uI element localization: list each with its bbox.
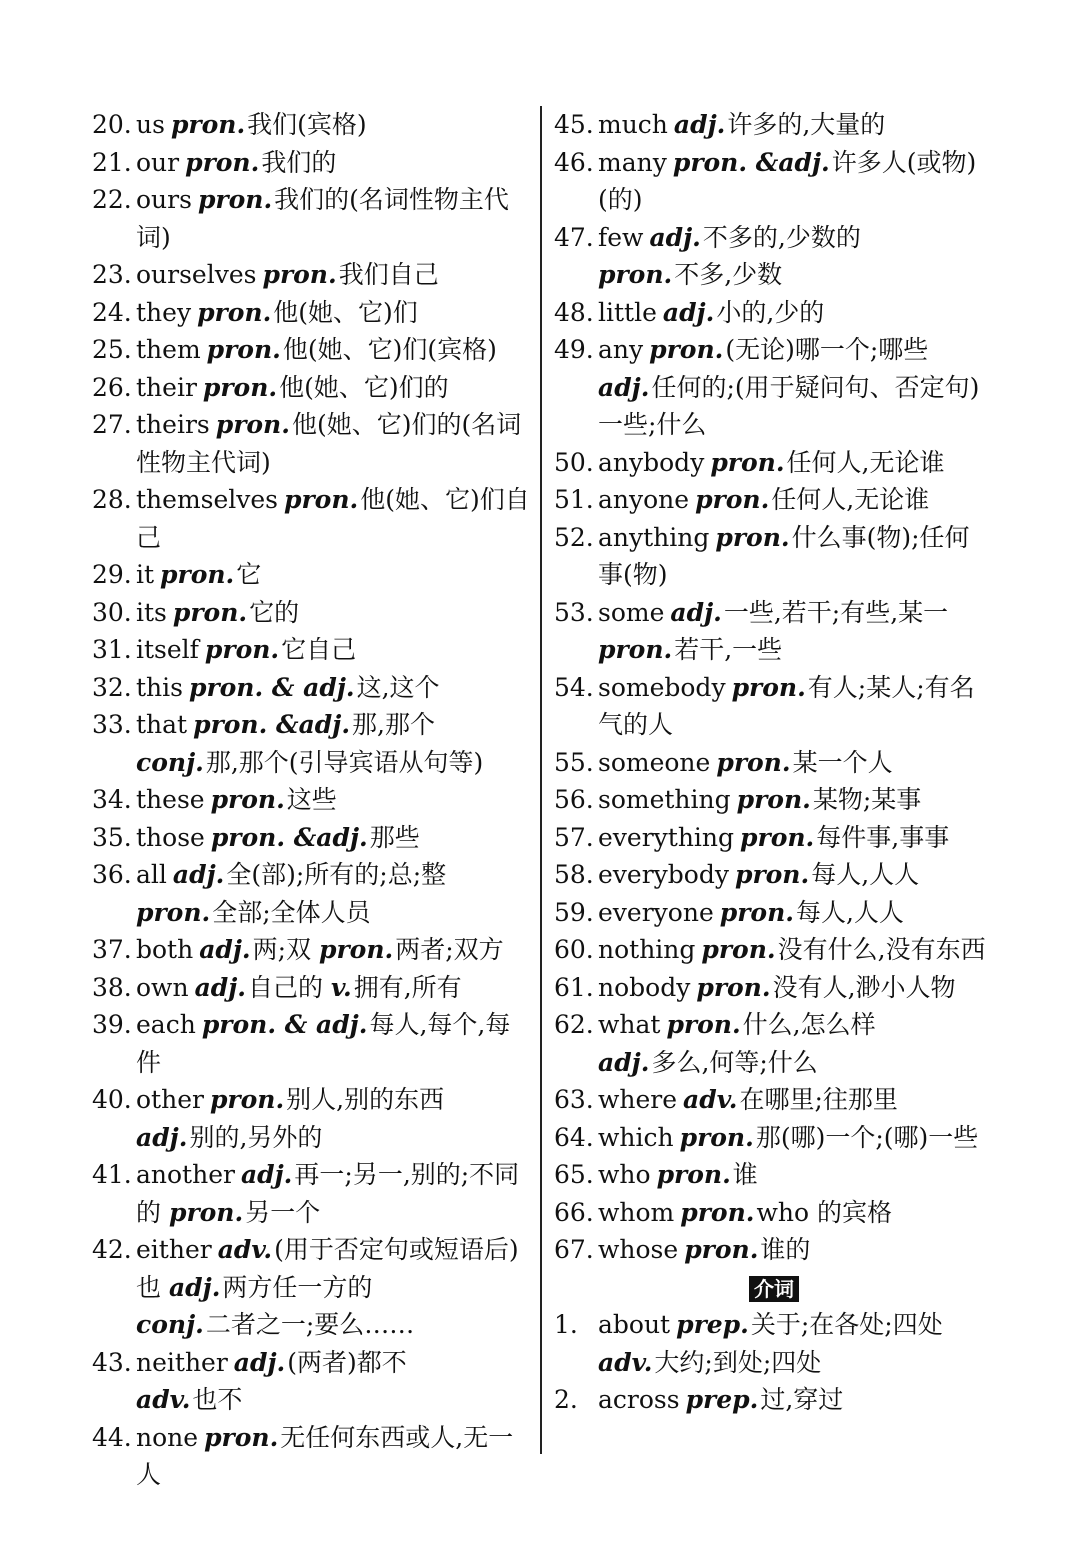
vocab-entry — [554, 1156, 994, 1194]
column-divider — [540, 106, 542, 1454]
entry-meaning: 别的,另外的 — [189, 1122, 323, 1152]
entry-number: 54. — [554, 672, 594, 702]
entry-word: both — [136, 935, 194, 964]
entry-word: none — [136, 1422, 199, 1452]
entry-word: few — [598, 222, 644, 252]
part-of-speech: prep. — [685, 1385, 759, 1414]
entry-meaning: 每人,人人 — [795, 897, 904, 927]
entry-meaning: 每人,每个,每件 — [136, 1010, 511, 1077]
vocab-entry — [554, 1119, 994, 1157]
entry-word: their — [136, 372, 197, 402]
part-of-speech: adj. — [649, 222, 701, 252]
part-of-speech: v. — [330, 972, 352, 1002]
part-of-speech: pron. & adj. — [201, 1010, 368, 1039]
vocab-entry — [554, 1081, 994, 1119]
entry-word: these — [136, 785, 205, 814]
entry-word: any — [598, 335, 644, 364]
entry-meaning: 过,穿过 — [760, 1385, 844, 1414]
entry-word: everything — [598, 822, 735, 852]
entry-word: themselves — [136, 485, 279, 514]
entry-word: whom — [598, 1197, 675, 1227]
part-of-speech: pron. — [710, 447, 785, 477]
entry-meaning: 任何人,无论谁 — [771, 485, 930, 514]
vocab-entry — [554, 594, 994, 669]
entry-meaning: 那,那个 — [352, 710, 435, 739]
entry-number: 51. — [554, 485, 594, 514]
vocab-entry — [92, 669, 530, 707]
vocab-entry — [92, 481, 530, 556]
part-of-speech: pron. — [695, 485, 770, 514]
entry-number: 44. — [92, 1422, 132, 1452]
entry-word: ourselves — [136, 260, 257, 289]
entry-meaning: 没有什么,没有东西 — [777, 935, 986, 964]
part-of-speech: pron. &adj. — [210, 822, 368, 852]
vocab-entry — [92, 144, 530, 182]
part-of-speech: pron. & adj. — [188, 672, 355, 702]
vocab-entry — [554, 1381, 994, 1419]
entry-word: anybody — [598, 447, 705, 477]
entry-number: 43. — [92, 1347, 132, 1377]
entry-word: where — [598, 1085, 678, 1114]
vocab-entry — [92, 1231, 530, 1344]
part-of-speech: pron. — [666, 1010, 741, 1039]
entry-meaning: 一些,若干;有些,某一 — [723, 597, 949, 627]
vocab-entry — [92, 706, 530, 781]
vocab-entry — [92, 556, 530, 594]
entry-meaning: 在哪里;往那里 — [739, 1085, 898, 1114]
part-of-speech: pron. — [202, 372, 278, 402]
entry-number: 49. — [554, 335, 594, 364]
entry-meaning: 他(她、它)们自己 — [136, 485, 530, 552]
entry-meaning: 自己的 — [248, 972, 324, 1002]
part-of-speech: adj. — [136, 1122, 188, 1152]
vocab-entry — [92, 1344, 530, 1419]
entry-meaning: 别人,别的东西 — [286, 1085, 445, 1114]
entry-number: 45. — [554, 110, 594, 139]
vocab-entry — [92, 781, 530, 819]
entry-word: each — [136, 1010, 196, 1039]
vocab-entry — [554, 856, 994, 894]
entry-number: 63. — [554, 1085, 594, 1114]
entry-meaning: 关于;在各处;四处 — [750, 1310, 943, 1339]
entry-number: 47. — [554, 222, 594, 252]
part-of-speech: pron. — [206, 335, 281, 364]
entry-number: 40. — [92, 1085, 132, 1114]
entry-word: somebody — [598, 672, 726, 702]
part-of-speech: adj. — [172, 860, 225, 889]
entry-number: 64. — [554, 1122, 594, 1152]
entry-number: 65. — [554, 1160, 594, 1189]
entry-meaning: 若干,一些 — [674, 635, 783, 664]
part-of-speech: pron. — [170, 110, 246, 139]
entry-meaning: 二者之一;要么…… — [205, 1310, 415, 1339]
entry-meaning: 它 — [236, 560, 262, 589]
entry-number: 20. — [92, 110, 132, 139]
part-of-speech: pron. &adj. — [672, 147, 830, 177]
entry-word: them — [136, 335, 201, 364]
vocab-entry — [554, 931, 994, 969]
entry-meaning: 我们的 — [261, 147, 337, 177]
entry-meaning: 任何人,无论谁 — [786, 447, 945, 477]
part-of-speech: pron. — [172, 597, 248, 627]
entry-meaning: 多么,何等;什么 — [651, 1047, 818, 1077]
part-of-speech: pron. — [319, 935, 394, 964]
entry-word: anything — [598, 522, 710, 552]
entry-word: that — [136, 710, 188, 739]
entry-meaning: 再一;另一,别的;不同的 — [136, 1160, 520, 1227]
part-of-speech: adj. — [168, 1272, 221, 1302]
part-of-speech: pron. — [215, 410, 290, 439]
entry-number: 38. — [92, 972, 132, 1002]
vocab-entry — [92, 1006, 530, 1081]
entry-number: 23. — [92, 260, 132, 289]
entry-word: our — [136, 147, 180, 177]
entry-number: 50. — [554, 447, 594, 477]
part-of-speech: pron. — [740, 822, 815, 852]
entry-word: all — [136, 860, 167, 889]
entry-number: 60. — [554, 935, 594, 964]
part-of-speech: pron. — [684, 1235, 759, 1264]
entry-meaning: 无任何东西或人,无一人 — [136, 1422, 514, 1489]
vocab-entry — [92, 256, 530, 294]
entry-meaning: 谁的 — [760, 1235, 811, 1264]
vocab-entry — [92, 856, 530, 931]
entry-number: 34. — [92, 785, 132, 814]
entry-word: it — [136, 560, 155, 589]
entry-word: this — [136, 672, 183, 702]
entry-number: 53. — [554, 597, 594, 627]
entry-word: anyone — [598, 485, 690, 514]
vocab-entry — [554, 1194, 994, 1232]
vocab-entry — [554, 444, 994, 482]
part-of-speech: prep. — [676, 1310, 749, 1339]
entry-word: itself — [136, 635, 199, 664]
entry-meaning: 许多人(或物)(的) — [598, 147, 977, 214]
entry-number: 1. — [554, 1310, 578, 1339]
entry-word: us — [136, 110, 165, 139]
entry-number: 42. — [92, 1235, 132, 1264]
vocab-entry — [92, 294, 530, 332]
entry-meaning: 他(她、它)们(宾格) — [282, 335, 497, 364]
entry-meaning: 这些 — [286, 785, 337, 814]
part-of-speech: pron. — [197, 185, 273, 214]
entry-number: 59. — [554, 897, 594, 927]
part-of-speech: pron. — [649, 335, 724, 364]
vocab-entry — [554, 744, 994, 782]
vocab-entry — [92, 369, 530, 407]
entry-meaning: 它的 — [249, 597, 300, 627]
entry-number: 57. — [554, 822, 594, 852]
part-of-speech: pron. — [719, 897, 794, 927]
entry-meaning: 也不 — [192, 1385, 243, 1414]
part-of-speech: adj. — [233, 1347, 286, 1377]
entry-meaning: 每人,人人 — [811, 860, 920, 889]
entry-word: some — [598, 597, 665, 627]
entry-meaning: 我们自己 — [338, 260, 439, 289]
entry-meaning: (两者)都不 — [287, 1347, 407, 1377]
part-of-speech: adv. — [598, 1347, 653, 1377]
vocab-entry — [554, 294, 994, 332]
part-of-speech: pron. — [680, 1197, 755, 1227]
entry-word: those — [136, 822, 205, 852]
part-of-speech: pron. — [185, 147, 260, 177]
entry-number: 62. — [554, 1010, 594, 1039]
entry-number: 30. — [92, 597, 132, 627]
entry-word: which — [598, 1122, 674, 1152]
vocab-entry — [554, 331, 994, 444]
part-of-speech: adj. — [240, 1160, 293, 1189]
entry-number: 36. — [92, 860, 132, 889]
entry-meaning: 全部;全体人员 — [212, 897, 371, 927]
part-of-speech: adj. — [194, 972, 246, 1002]
left-column — [92, 106, 530, 1494]
entry-meaning: 不多的,少数的 — [702, 222, 861, 252]
vocab-entry — [554, 969, 994, 1007]
entry-word: own — [136, 972, 189, 1002]
part-of-speech: pron. — [160, 560, 235, 589]
entry-number: 48. — [554, 297, 594, 327]
entry-meaning: 那些 — [369, 822, 420, 852]
part-of-speech: pron. — [731, 672, 806, 702]
entry-number: 46. — [554, 147, 594, 177]
part-of-speech: pron. — [284, 485, 359, 514]
section-heading: 介词 — [749, 1276, 799, 1302]
entry-word: about — [598, 1310, 671, 1339]
entry-meaning: 不多,少数 — [674, 260, 783, 289]
entry-meaning: 那,那个(引导宾语从句等) — [205, 747, 484, 777]
entry-word: who — [598, 1160, 651, 1189]
entry-number: 26. — [92, 372, 132, 402]
entry-number: 32. — [92, 672, 132, 702]
vocab-entry — [554, 1306, 994, 1381]
entry-meaning: 两方任一方的 — [222, 1272, 373, 1302]
vocab-entry — [92, 594, 530, 632]
entry-number: 22. — [92, 185, 132, 214]
entry-meaning: 这,这个 — [356, 672, 440, 702]
part-of-speech: adv. — [683, 1085, 738, 1114]
part-of-speech: pron. — [210, 785, 285, 814]
entry-meaning: 另一个 — [245, 1197, 321, 1227]
part-of-speech: adv. — [136, 1385, 191, 1414]
entry-meaning: 它自己 — [281, 635, 357, 664]
part-of-speech: adj. — [670, 597, 722, 627]
vocab-entry — [92, 181, 530, 256]
entry-number: 27. — [92, 410, 132, 439]
entry-number: 31. — [92, 635, 132, 664]
entry-number: 21. — [92, 147, 132, 177]
part-of-speech: adv. — [217, 1235, 273, 1264]
entry-number: 33. — [92, 710, 132, 739]
vocab-entry — [92, 931, 530, 969]
vocab-entry — [92, 819, 530, 857]
entry-meaning: 拥有,所有 — [353, 972, 462, 1002]
part-of-speech: adj. — [662, 297, 715, 327]
entry-meaning: 小的,少的 — [716, 297, 825, 327]
part-of-speech: pron. — [716, 747, 791, 777]
part-of-speech: adj. — [199, 935, 251, 964]
section-heading-row — [554, 1269, 994, 1307]
vocab-entry — [554, 894, 994, 932]
vocab-entry — [554, 519, 994, 594]
entry-meaning: 谁 — [732, 1160, 758, 1189]
entry-meaning: 我们(宾格) — [247, 110, 367, 139]
entry-number: 56. — [554, 785, 594, 814]
entry-number: 37. — [92, 935, 132, 964]
part-of-speech: pron. — [204, 1422, 279, 1452]
entry-number: 66. — [554, 1197, 594, 1227]
entry-word: everyone — [598, 897, 714, 927]
vocab-entry — [92, 1156, 530, 1231]
entry-word: across — [598, 1385, 680, 1414]
part-of-speech: pron. — [701, 935, 776, 964]
entry-word: they — [136, 297, 192, 327]
part-of-speech: adj. — [598, 1047, 650, 1077]
entry-number: 24. — [92, 297, 132, 327]
entry-meaning: 两者;双方 — [395, 935, 504, 964]
vocab-entry — [92, 1419, 530, 1494]
part-of-speech: conj. — [136, 1310, 204, 1339]
part-of-speech: pron. — [656, 1160, 731, 1189]
vocab-entry — [554, 481, 994, 519]
entry-meaning: 许多的,大量的 — [727, 110, 886, 139]
part-of-speech: pron. — [715, 522, 790, 552]
part-of-speech: adj. — [673, 110, 726, 139]
entry-meaning: who 的宾格 — [756, 1197, 892, 1227]
vocab-entry — [554, 819, 994, 857]
right-column — [554, 106, 994, 1419]
part-of-speech: pron. — [696, 972, 771, 1002]
entry-number: 28. — [92, 485, 132, 514]
entry-meaning: 某一个人 — [792, 747, 893, 777]
part-of-speech: pron. — [136, 897, 211, 927]
entry-word: many — [598, 147, 667, 177]
entry-number: 52. — [554, 522, 594, 552]
entry-meaning: 没有人,渺小人物 — [772, 972, 956, 1002]
part-of-speech: pron. — [204, 635, 280, 664]
vocab-entry — [554, 669, 994, 744]
entry-word: what — [598, 1010, 661, 1039]
part-of-speech: pron. — [168, 1197, 244, 1227]
entry-word: something — [598, 785, 731, 814]
part-of-speech: pron. — [209, 1085, 285, 1114]
entry-word: ours — [136, 185, 192, 214]
entry-number: 25. — [92, 335, 132, 364]
entry-meaning: (无论)哪一个;哪些 — [725, 335, 929, 364]
part-of-speech: pron. &adj. — [193, 710, 351, 739]
entry-word: whose — [598, 1235, 679, 1264]
entry-word: another — [136, 1160, 235, 1189]
entry-meaning: 他(她、它)们的(名词性物主代词) — [136, 410, 522, 477]
entry-number: 55. — [554, 747, 594, 777]
vocab-entry — [554, 219, 994, 294]
vocab-entry — [92, 106, 530, 144]
entry-word: everybody — [598, 860, 729, 889]
entry-number: 35. — [92, 822, 132, 852]
vocab-entry — [554, 1006, 994, 1081]
entry-number: 29. — [92, 560, 132, 589]
entry-number: 2. — [554, 1385, 578, 1414]
entry-meaning: (用于否定句或短语后)也 — [136, 1235, 519, 1302]
vocab-entry — [554, 106, 994, 144]
part-of-speech: pron. — [262, 260, 337, 289]
entry-meaning: 两;双 — [252, 935, 312, 964]
part-of-speech: pron. — [736, 785, 811, 814]
entry-word: its — [136, 597, 167, 627]
entry-word: nothing — [598, 935, 696, 964]
entry-word: neither — [136, 1347, 228, 1377]
vocab-entry — [92, 331, 530, 369]
entry-word: someone — [598, 747, 711, 777]
vocab-entry — [554, 144, 994, 219]
entry-meaning: 全(部);所有的;总;整 — [226, 860, 447, 889]
part-of-speech: adj. — [598, 372, 650, 402]
part-of-speech: conj. — [136, 747, 204, 777]
vocab-entry — [92, 969, 530, 1007]
entry-word: either — [136, 1235, 212, 1264]
entry-meaning: 有人;某人;有名气的人 — [598, 672, 975, 739]
part-of-speech: pron. — [679, 1122, 754, 1152]
entry-meaning: 每件事,事事 — [816, 822, 950, 852]
vocab-entry — [554, 1231, 994, 1269]
entry-number: 67. — [554, 1235, 594, 1264]
entry-meaning: 我们的(名词性物主代词) — [136, 185, 509, 252]
vocab-entry — [554, 781, 994, 819]
entry-word: nobody — [598, 972, 691, 1002]
entry-word: other — [136, 1085, 204, 1114]
part-of-speech: pron. — [734, 860, 810, 889]
entry-number: 41. — [92, 1160, 132, 1189]
entry-meaning: 什么事(物);任何事(物) — [598, 522, 970, 589]
vocab-entry — [92, 406, 530, 481]
entry-meaning: 他(她、它)们 — [273, 297, 418, 327]
part-of-speech: pron. — [598, 635, 673, 664]
part-of-speech: pron. — [598, 260, 673, 289]
vocab-entry — [92, 631, 530, 669]
entry-meaning: 他(她、它)们的 — [279, 372, 449, 402]
entry-meaning: 任何的;(用于疑问句、否定句)一些;什么 — [598, 372, 980, 439]
part-of-speech: pron. — [197, 297, 272, 327]
entry-word: little — [598, 297, 657, 327]
entry-meaning: 某物;某事 — [812, 785, 922, 814]
entry-number: 61. — [554, 972, 594, 1002]
entry-word: much — [598, 110, 668, 139]
vocab-entry — [92, 1081, 530, 1156]
entry-meaning: 大约;到处;四处 — [654, 1347, 822, 1377]
entry-word: theirs — [136, 410, 210, 439]
entry-meaning: 那(哪)一个;(哪)一些 — [755, 1122, 979, 1152]
entry-number: 39. — [92, 1010, 132, 1039]
entry-meaning: 什么,怎么样 — [742, 1010, 876, 1039]
entry-number: 58. — [554, 860, 594, 889]
